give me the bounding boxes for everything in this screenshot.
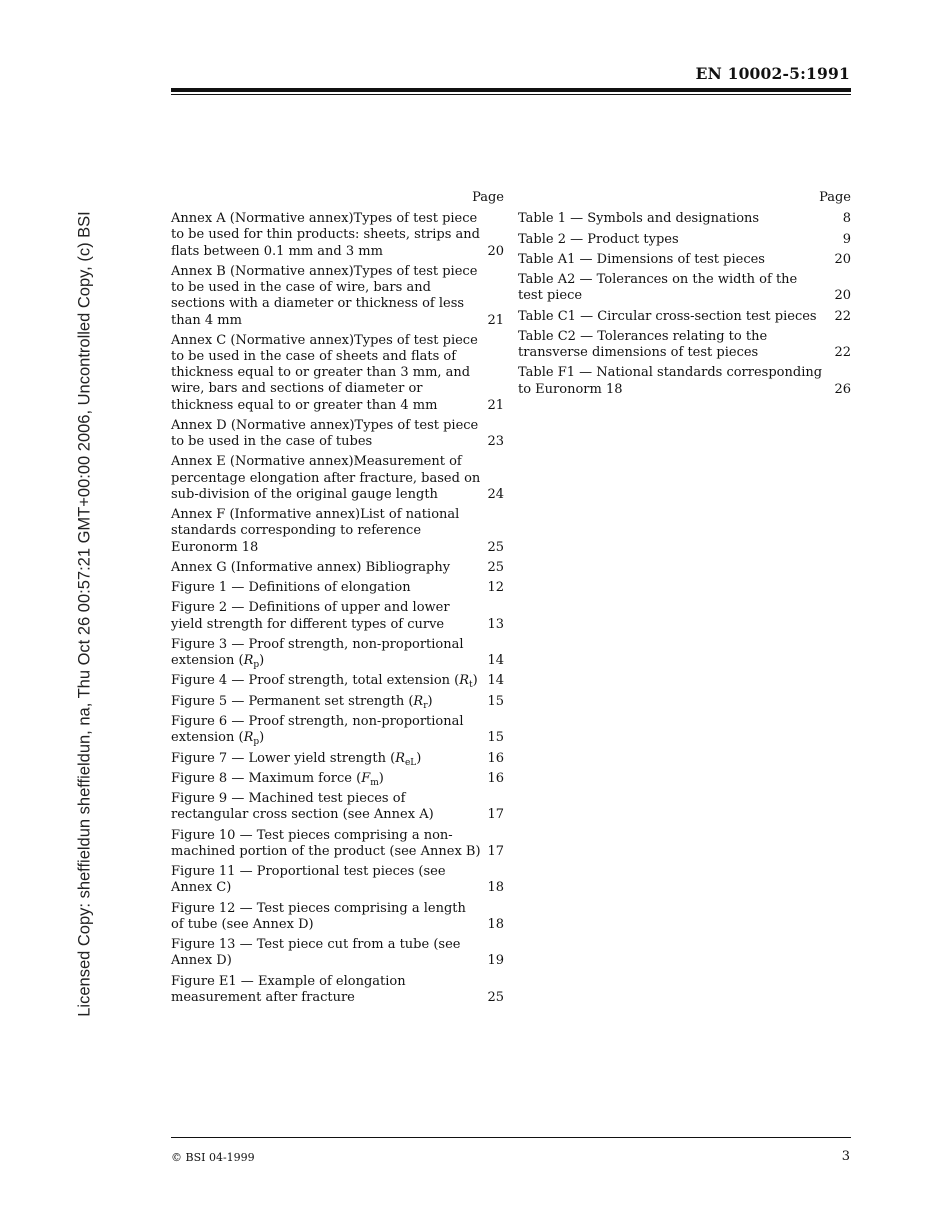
toc-entry-title: [171, 211, 482, 260]
toc-entry: [518, 329, 851, 361]
toc-entry: [171, 211, 504, 260]
license-stamp-text: Licensed Copy: sheffieldun sheffieldun, na, Thu Oct 26 00:57:21 GMT+00:00 2006, Uncontrolled Copy, (c) BSI: [75, 211, 94, 1017]
symbol-subscript: m: [370, 777, 379, 788]
toc-entry-text: Figure 8 — Maximum force (: [171, 770, 362, 786]
toc-entry: [171, 418, 504, 450]
toc-entry-text: Table A1 — Dimensions of test pieces: [518, 251, 765, 267]
toc-entry-text: Annex G (Informative annex) Bibliography: [171, 559, 451, 575]
toc-entry-text: Figure 5 — Permanent set strength (: [171, 693, 414, 709]
toc-entry-page: 21: [487, 312, 504, 328]
toc-entry: [171, 507, 504, 556]
toc-entry-text-tail: ): [427, 693, 433, 709]
toc-entry: [171, 751, 504, 767]
toc-entry: [518, 272, 851, 304]
toc-entry-title: [518, 329, 851, 361]
toc-entry-text: Figure 1 — Definitions of elongation: [171, 580, 411, 596]
toc-entry-text: Figure 6 — Proof strength, non-proportional extension (: [171, 714, 464, 746]
toc-entry-page: 25: [487, 989, 504, 1005]
toc-entry-page: 14: [487, 673, 504, 689]
toc-entry-page: 17: [487, 807, 504, 823]
toc-entry-text: Table 1 — Symbols and designations: [518, 211, 760, 227]
toc-entry-title: [171, 864, 482, 896]
symbol-subscript: p: [253, 660, 260, 671]
toc-entry-title: [518, 232, 851, 248]
toc-entry: [171, 454, 504, 503]
toc-left-entries: [171, 211, 504, 1006]
toc-entry-title: [518, 211, 851, 227]
toc-entry-page: 19: [487, 953, 504, 969]
symbol: R: [395, 750, 405, 766]
toc-entry: [171, 637, 504, 669]
toc-entry-page: 25: [487, 559, 504, 575]
toc-entry-title: [171, 937, 482, 969]
symbol: F: [361, 770, 371, 786]
page-number: 3: [841, 1149, 850, 1164]
toc-entry-page: 18: [487, 916, 504, 932]
toc-entry-text-tail: ): [416, 750, 422, 766]
toc-entry-title: [171, 264, 482, 329]
toc-entry-page: 17: [487, 843, 504, 859]
toc-entry: [171, 673, 504, 689]
toc-entry-text: Figure 4 — Proof strength, total extension (: [171, 673, 460, 689]
toc-entry-text: Figure 3 — Proof strength, non-proportional extension (: [171, 636, 464, 669]
symbol: R: [459, 673, 470, 689]
toc-entry-page: 15: [487, 693, 504, 709]
toc-entry-page: 22: [834, 308, 851, 324]
copyright-notice: © BSI 04-1999: [171, 1151, 255, 1164]
toc-entry: [518, 365, 851, 397]
toc-entry-text: Annex E (Normative annex)Measurement of percentage elongation after fracture, based on sub-division of the original gauge length: [171, 454, 481, 502]
toc-entry-page: 24: [487, 486, 504, 502]
toc-entry-title: [171, 901, 482, 933]
toc-entry-title: [171, 771, 482, 787]
toc-entry-title: [171, 974, 482, 1006]
toc-right-column: [518, 190, 851, 402]
toc-entry-page: 26: [834, 381, 851, 397]
toc-entry-page: 21: [487, 397, 504, 413]
toc-entry-text: Table C1 — Circular cross-section test pieces: [518, 308, 817, 324]
toc-entry-page: 14: [487, 653, 504, 669]
toc-entry-text: Figure 9 — Machined test pieces of rectangular cross section (see Annex A): [171, 791, 434, 823]
toc-entry-text-tail: ): [378, 770, 384, 786]
toc-entry-page: 20: [487, 243, 504, 259]
toc-entry-text: Figure 7 — Lower yield strength (: [171, 750, 396, 766]
toc-entry-page: 9: [842, 231, 851, 247]
toc-entry-page: 20: [834, 251, 851, 267]
toc-entry: [171, 333, 504, 414]
toc-entry: [518, 232, 851, 248]
symbol: R: [243, 730, 254, 746]
toc-entry-title: [171, 828, 482, 860]
footer-rule: [171, 1137, 851, 1138]
toc-entry: [171, 937, 504, 969]
toc-right-entries: [518, 211, 851, 398]
toc-entry-page: 25: [487, 539, 504, 555]
toc-entry-text: Table F1 — National standards corresponding to Euronorm 18: [518, 365, 823, 397]
toc-entry-title: [171, 507, 482, 556]
toc-entry-title: [171, 333, 482, 414]
toc-entry-page: 12: [487, 580, 504, 596]
toc-entry-title: [171, 580, 482, 596]
toc-entry-title: [171, 673, 482, 689]
toc-entry-text-tail: ): [259, 730, 265, 746]
toc-entry-page: 20: [834, 288, 851, 304]
toc-left-column: [171, 190, 504, 1010]
toc-entry: [171, 864, 504, 896]
toc-entry-text: Annex C (Normative annex)Types of test piece to be used in the case of sheets and flats of thickness equal to or greater than 3 mm, and wire, bars and sections of diameter or thickness equal to or greater than 4 mm: [171, 332, 478, 413]
toc-entry-text: Figure 10 — Test pieces comprising a non-machined portion of the product (see Annex B): [171, 827, 481, 859]
toc-entry-text-tail: ): [472, 673, 478, 689]
toc-entry-page: 18: [487, 880, 504, 896]
toc-entry-page: 8: [842, 211, 851, 227]
page-column-heading: Page: [472, 190, 504, 205]
toc-entry: [171, 560, 504, 576]
toc-entry: [518, 309, 851, 325]
toc-entry-text: Annex A (Normative annex)Types of test piece to be used for thin products: sheets, strips and flats between 0.1 mm and 3 mm: [171, 211, 480, 259]
toc-entry-text: Figure 13 — Test piece cut from a tube (see Annex D): [171, 937, 461, 969]
toc-entry-text: Annex D (Normative annex)Types of test piece to be used in the case of tubes: [171, 417, 479, 450]
toc-entry-text: Annex B (Normative annex)Types of test piece to be used in the case of wire, bars and sections with a diameter or thickness of less than 4 mm: [171, 263, 478, 328]
toc-entry-title: [518, 252, 851, 268]
toc-entry-text: Figure 12 — Test pieces comprising a length of tube (see Annex D): [171, 900, 466, 932]
toc-entry-text: Annex F (Informative annex)List of national standards corresponding to reference Euronorm 18: [171, 507, 460, 555]
toc-entry-page: 13: [487, 616, 504, 632]
document-id: EN 10002-5:1991: [695, 64, 850, 83]
symbol-subscript: eL: [404, 757, 417, 768]
toc-entry-text: Figure E1 — Example of elongation measurement after fracture: [171, 973, 406, 1005]
toc-entry-page: 16: [487, 750, 504, 766]
header-rule-thin: [171, 94, 851, 95]
toc-entry: [171, 264, 504, 329]
toc-entry: [171, 791, 504, 823]
toc-entry: [171, 694, 504, 710]
toc-entry-page: 15: [487, 730, 504, 746]
toc-entry-title: [171, 418, 482, 450]
toc-entry: [171, 901, 504, 933]
page-column-heading: Page: [819, 190, 851, 205]
toc-entry: [171, 714, 504, 746]
toc-entry: [171, 771, 504, 787]
toc-entry-text-tail: ): [259, 653, 265, 669]
toc-entry-title: [518, 309, 851, 325]
toc-entry-page: 16: [487, 770, 504, 786]
toc-entry-title: [518, 272, 851, 304]
toc-entry-page: 22: [834, 345, 851, 361]
toc-entry-title: [171, 600, 482, 632]
toc-entry-text: Figure 2 — Definitions of upper and lower yield strength for different types of curve: [171, 600, 450, 632]
toc-entry-title: [171, 791, 482, 823]
symbol: R: [243, 653, 254, 669]
symbol-subscript: r: [423, 700, 428, 711]
toc-entry-title: [171, 751, 482, 767]
symbol-subscript: t: [469, 680, 473, 691]
toc-entry-text: Table A2 — Tolerances on the width of the test piece: [518, 272, 798, 304]
toc-entry-title: [171, 560, 482, 576]
toc-entry: [171, 580, 504, 596]
toc-entry-title: [171, 454, 482, 503]
symbol-subscript: p: [253, 737, 260, 748]
toc-entry: [518, 252, 851, 268]
toc-entry: [518, 211, 851, 227]
toc-entry-text: Table C2 — Tolerances relating to the transverse dimensions of test pieces: [518, 328, 768, 361]
toc-entry: [171, 974, 504, 1006]
toc-entry-page: 23: [487, 434, 504, 450]
toc-entry: [171, 600, 504, 632]
toc-entry-title: [518, 365, 851, 397]
toc-entry-title: [171, 714, 482, 746]
toc-entry-title: [171, 637, 482, 669]
header-rule-thick: [171, 88, 851, 92]
toc-entry-text: Figure 11 — Proportional test pieces (see Annex C): [171, 864, 446, 896]
symbol: R: [413, 693, 424, 709]
toc-entry: [171, 828, 504, 860]
toc-entry-title: [171, 694, 482, 710]
toc-entry-text: Table 2 — Product types: [518, 231, 679, 247]
